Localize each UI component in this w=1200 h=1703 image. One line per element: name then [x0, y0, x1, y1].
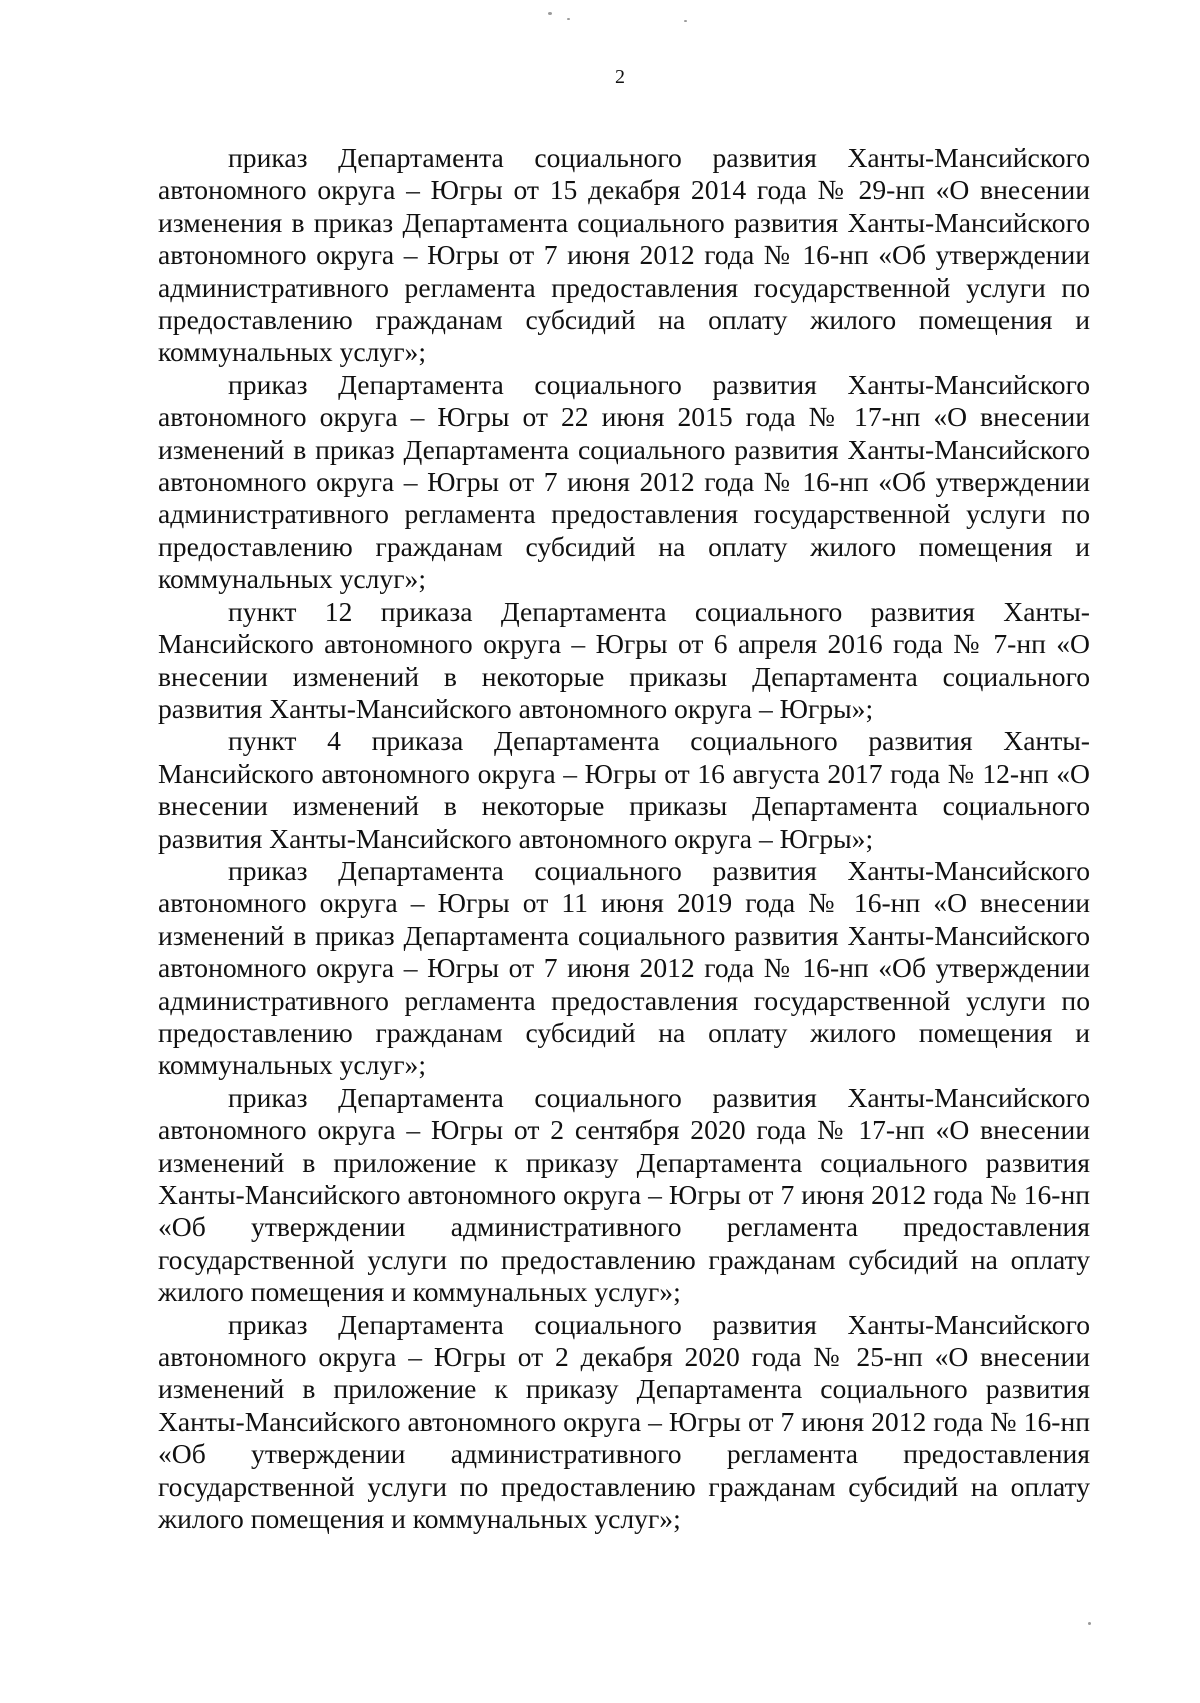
scan-noise-mark — [1088, 1622, 1091, 1625]
scan-noise-mark — [567, 18, 570, 20]
page-number: 2 — [615, 66, 625, 88]
paragraph-order-2019: приказ Департамента социального развития Ханты-Мансийского автономного округа – Югры от 11 июня 2019 года № 16-нп «О внесении изменений в приказ Департамента социального развития Ханты-Мансийского автономного округа – Югры от 7 июня 2012 года № 16-нп «Об утверждении административного регламента предоставления государственной услуги по предоставлению гражданам субсидий на оплату жилого помещения и коммунальных услуг»; — [158, 854, 1090, 1081]
paragraph-item-12-2016: пункт 12 приказа Департамента социального развития Ханты-Мансийского автономного округа – Югры от 6 апреля 2016 года № 7-нп «О внесении изменений в некоторые приказы Департамента социального развития Ханты-Мансийского автономного округа – Югры»; — [158, 595, 1090, 724]
paragraph-order-2015: приказ Департамента социального развития Ханты-Мансийского автономного округа – Югры от 22 июня 2015 года № 17-нп «О внесении изменений в приказ Департамента социального развития Ханты-Мансийского автономного округа – Югры от 7 июня 2012 года № 16-нп «Об утверждении административного регламента предоставления государственной услуги по предоставлению гражданам субсидий на оплату жилого помещения и коммунальных услуг»; — [158, 368, 1090, 595]
paragraph-order-december-2020: приказ Департамента социального развития Ханты-Мансийского автономного округа – Югры от 2 декабря 2020 года № 25-нп «О внесении изменений в приложение к приказу Департамента социального развития Ханты-Мансийского автономного округа – Югры от 7 июня 2012 года № 16-нп «Об утверждении административного регламента предоставления государственной услуги по предоставлению гражданам субсидий на оплату жилого помещения и коммунальных услуг»; — [158, 1308, 1090, 1535]
paragraph-order-2014: приказ Департамента социального развития Ханты-Мансийского автономного округа – Югры от 15 декабря 2014 года № 29-нп «О внесении изменения в приказ Департамента социального развития Ханты-Мансийского автономного округа – Югры от 7 июня 2012 года № 16-нп «Об утверждении административного регламента предоставления государственной услуги по предоставлению гражданам субсидий на оплату жилого помещения и коммунальных услуг»; — [158, 142, 1090, 368]
scan-noise-mark — [684, 20, 687, 22]
paragraph-item-4-2017: пункт 4 приказа Департамента социального развития Ханты-Мансийского автономного округа – Югры от 16 августа 2017 года № 12-нп «О внесении изменений в некоторые приказы Департамента социального развития Ханты-Мансийского автономного округа – Югры»; — [158, 725, 1090, 854]
scan-noise-mark — [548, 12, 552, 15]
document-body — [158, 142, 1090, 1535]
paragraph-order-september-2020: приказ Департамента социального развития Ханты-Мансийского автономного округа – Югры от 2 сентября 2020 года № 17-нп «О внесении изменений в приложение к приказу Департамента социального развития Ханты-Мансийского автономного округа – Югры от 7 июня 2012 года № 16-нп «Об утверждении административного регламента предоставления государственной услуги по предоставлению гражданам субсидий на оплату жилого помещения и коммунальных услуг»; — [158, 1081, 1090, 1308]
